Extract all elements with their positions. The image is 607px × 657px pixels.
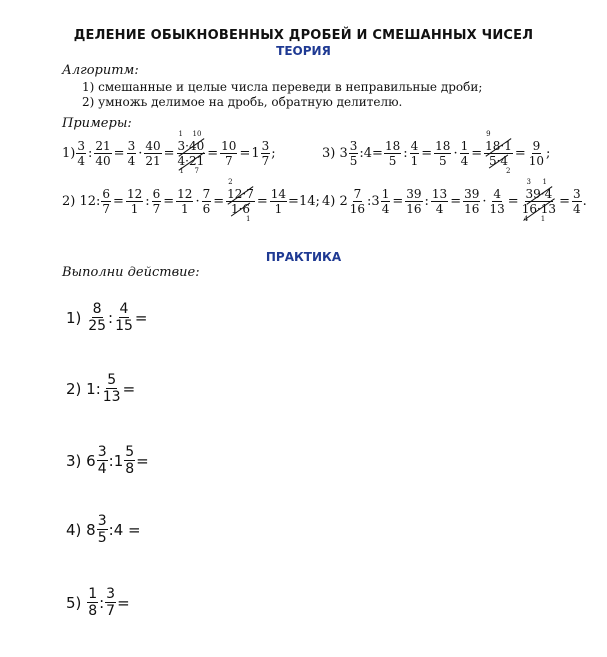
fraction: $\frac{3}{4}$: [97, 444, 107, 477]
fraction: $\frac{18}{5}$: [384, 139, 401, 168]
fraction: $\frac{7}{16}$: [349, 187, 366, 216]
fraction: $\frac{5}{8}$: [125, 444, 135, 477]
fraction: $\frac{6}{7}$: [102, 187, 111, 216]
practice-instruction: Выполни действие:: [62, 265, 200, 280]
fraction: $\frac{12}{1}$: [177, 187, 193, 216]
fraction: $\frac{3}{4}$: [572, 187, 581, 216]
fraction: $\frac{3}{7}$: [261, 139, 270, 168]
fraction: $\frac{14}{1}$: [270, 187, 287, 216]
fraction: $\frac{1}{4}$: [381, 187, 390, 216]
practice-task-3: 3) 6 $\frac{3}{4}$ :1 $\frac{5}{8}$ =: [66, 444, 149, 477]
fraction: $\frac{1}{8}$: [88, 586, 98, 619]
practice-task-2: 2) 1: $\frac{5}{13}$ =: [66, 372, 136, 405]
fraction: $\frac{4}{15}$: [115, 301, 133, 334]
cancelled-fraction: 9 18·1 5·4 2: [485, 130, 512, 175]
example-3-label: 3) 3: [322, 146, 348, 161]
cancelled-fraction: 1 10 3·40 4·21 1 7: [177, 130, 205, 175]
fraction: $\frac{13}{4}$: [431, 187, 448, 216]
algorithm-heading: Алгоритм:: [62, 63, 139, 78]
fraction: $\frac{3}{5}$: [97, 513, 107, 546]
example-2-label: 2) 12:: [62, 194, 101, 209]
algorithm-step-1: 1) смешанные и целые числа переведи в неправильные дроби;: [82, 80, 483, 94]
fraction: $\frac{3}{7}$: [106, 586, 116, 619]
practice-task-5: 5) $\frac{1}{8}$ : $\frac{3}{7}$ =: [66, 586, 130, 619]
section-theory-heading: ТЕОРИЯ: [276, 44, 331, 58]
fraction: $\frac{3}{5}$: [349, 139, 358, 168]
cancelled-fraction: 2 12·7 1·6 1: [227, 178, 254, 223]
fraction: $\frac{21}{40}$: [95, 139, 111, 168]
algorithm-step-2: 2) умножь делимое на дробь, обратную делителю.: [82, 95, 403, 109]
fraction: $\frac{12}{1}$: [126, 187, 143, 216]
fraction: $\frac{8}{25}$: [88, 301, 107, 334]
fraction: $\frac{18}{5}$: [435, 139, 451, 168]
fraction: $\frac{3}{4}$: [77, 139, 85, 168]
fraction: $\frac{6}{7}$: [152, 187, 161, 216]
section-practice-heading: ПРАКТИКА: [265, 250, 342, 264]
example-3: 3) 3 $\frac{3}{5}$ :4= $\frac{18}{5}$ : $\frac{4}{1}$ = $\frac{18}{5}$ · $\frac{1}{4}$ = 9 18·1 5·4 2 = $\frac{9}{10}$ ;: [322, 130, 551, 175]
fraction: $\frac{39}{16}$: [406, 187, 422, 216]
fraction: $\frac{9}{10}$: [528, 139, 545, 168]
example-1-label: 1): [62, 146, 76, 161]
fraction: $\frac{4}{13}$: [489, 187, 505, 216]
example-2: 2) 12: $\frac{6}{7}$ = $\frac{12}{1}$ : $\frac{6}{7}$ = $\frac{12}{1}$ · $\frac{7}{6}$ = 2 12·7 1·6 1 = $\frac{14}{1}$ =14;: [62, 178, 320, 223]
fraction: $\frac{10}{7}$: [221, 139, 237, 168]
fraction: $\frac{7}{6}$: [202, 187, 211, 216]
practice-task-1: 1) $\frac{8}{25}$ : $\frac{4}{15}$ =: [66, 301, 148, 334]
fraction: $\frac{39}{16}$: [464, 187, 480, 216]
cancelled-fraction: 3 1 39·4 16·13 4 1: [521, 178, 557, 223]
practice-task-4: 4) 8 $\frac{3}{5}$ :4 =: [66, 513, 141, 546]
fraction: $\frac{5}{13}$: [102, 372, 121, 405]
fraction: $\frac{3}{4}$: [127, 139, 136, 168]
example-4-label: 4) 2: [322, 194, 348, 209]
page-title: ДЕЛЕНИЕ ОБЫКНОВЕННЫХ ДРОБЕЙ И СМЕШАННЫХ ЧИСЕЛ: [73, 28, 534, 43]
fraction: $\frac{40}{21}$: [145, 139, 161, 168]
examples-heading: Примеры:: [62, 116, 132, 131]
fraction: $\frac{4}{1}$: [410, 139, 419, 168]
example-1: 1) $\frac{3}{4}$ : $\frac{21}{40}$ = $\frac{3}{4}$ · $\frac{40}{21}$ = 1 10 3·40 4·21 1 7 = $\frac{10}{7}$ = 1 $\frac{3}{7}$ ;: [62, 130, 276, 175]
example-4: 4) 2 $\frac{7}{16}$ :3 $\frac{1}{4}$ = $\frac{39}{16}$ : $\frac{13}{4}$ = $\frac{39}{16}$ · $\frac{4}{13}$ = 3 1 39·4 16·13 4 1 = $\frac{3}{4}$ .: [322, 178, 587, 223]
fraction: $\frac{1}{4}$: [460, 139, 469, 168]
